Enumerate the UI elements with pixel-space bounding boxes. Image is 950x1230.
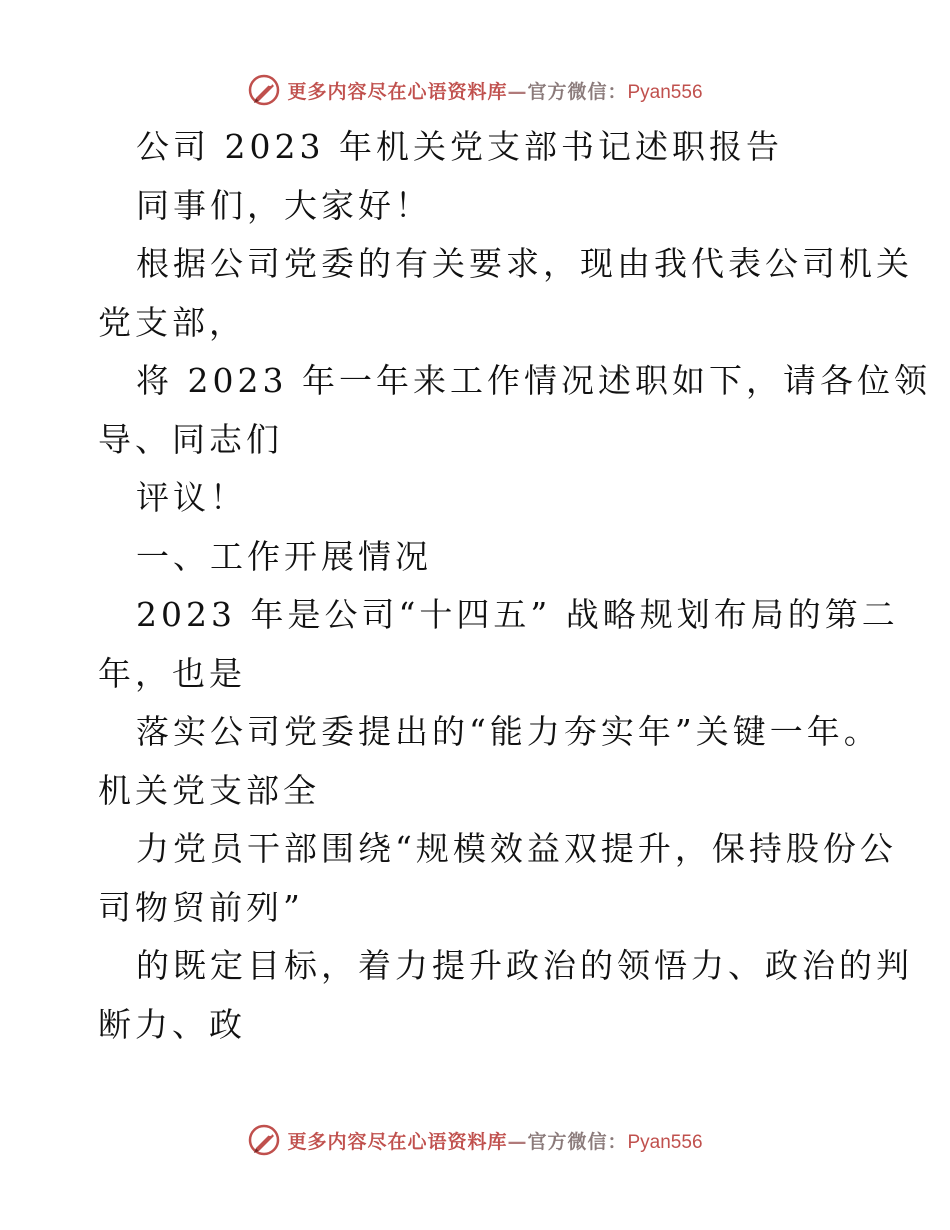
document-line: 落实公司党委提出的“能力夯实年”关键一年。 (136, 712, 881, 751)
document-line: 将 2023 年一年来工作情况述职如下，请各位领 (136, 361, 931, 400)
document-line: 公司 2023 年机关党支部书记述职报告 (136, 127, 783, 166)
pen-logo-icon (247, 1123, 281, 1157)
watermark-site: 更多内容尽在心语资料库 (287, 80, 508, 103)
document-line: 评议！ (136, 478, 247, 517)
watermark-text (287, 1127, 702, 1154)
watermark-wechat-id: Pyan556 (627, 81, 703, 103)
document-line: 同事们，大家好！ (136, 185, 432, 225)
document-line: 一、工作开展情况 (136, 536, 432, 576)
document-line: 司物贸前列” (98, 887, 304, 927)
watermark-dash: — (507, 1130, 528, 1153)
document-line: 导、同志们 (98, 419, 283, 459)
document-body (98, 118, 931, 1054)
watermark-wechat-label: 官方微信： (527, 80, 628, 103)
document-line: 党支部， (98, 302, 246, 342)
watermark-dash: — (507, 80, 528, 103)
document-line: 机关党支部全 (98, 770, 320, 810)
watermark-wechat-id: Pyan556 (627, 1131, 703, 1153)
watermark-site: 更多内容尽在心语资料库 (287, 1130, 508, 1153)
document-line: 2023 年是公司“十四五” 战略规划布局的第二 (136, 595, 899, 634)
pen-logo-icon (247, 73, 281, 107)
document-line: 根据公司党委的有关要求，现由我代表公司机关 (136, 244, 913, 283)
document-line: 力党员干部围绕“规模效益双提升，保持股份公 (136, 829, 897, 868)
document-line: 的既定目标，着力提升政治的领悟力、政治的判 (136, 946, 913, 985)
watermark-text (287, 77, 702, 104)
watermark-wechat-label: 官方微信： (527, 1130, 628, 1153)
footer-watermark (0, 1120, 950, 1160)
document-line: 年，也是 (98, 653, 246, 693)
header-watermark (0, 70, 950, 110)
document-line: 断力、政 (98, 1004, 246, 1044)
